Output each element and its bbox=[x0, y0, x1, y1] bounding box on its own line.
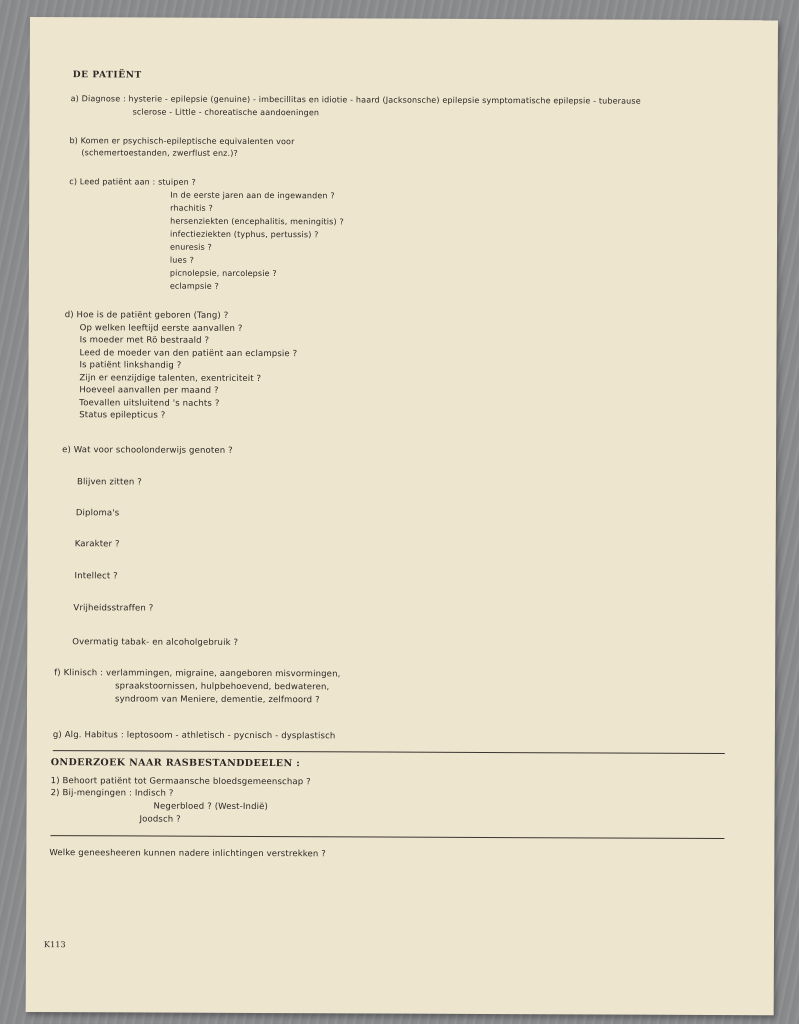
list-item: In de eerste jaren aan de ingewanden ? bbox=[170, 190, 335, 201]
section-c-label: c) Leed patiënt aan : stuipen ? bbox=[69, 177, 196, 187]
list-item: Status epilepticus ? bbox=[79, 410, 166, 421]
list-item: eclampsie ? bbox=[169, 281, 219, 291]
list-item: Diploma's bbox=[75, 508, 120, 519]
form-code: K113 bbox=[43, 940, 66, 950]
habitus-line: g) Alg. Habitus : leptosoom - athletisch - pycnisch - dysplastisch bbox=[52, 730, 336, 742]
list-item: Karakter ? bbox=[74, 539, 120, 550]
list-item: Is moeder met Rö bestraald ? bbox=[79, 335, 210, 346]
diagnose-line-2: sclerose - Little - choreatische aandoeningen bbox=[132, 107, 320, 118]
list-item: rhachitis ? bbox=[170, 203, 213, 213]
footer-question: Welke geneesheeren kunnen nadere inlichtingen verstrekken ? bbox=[49, 848, 326, 860]
list-item: picnolepsie, narcolepsie ? bbox=[169, 268, 277, 279]
form-sheet bbox=[26, 17, 778, 1015]
klinisch-line-3: syndroom van Meniere, dementie, zelfmoord ? bbox=[115, 694, 320, 706]
list-item: Op welken leeftijd eerste aanvallen ? bbox=[79, 323, 243, 334]
equivalenten-line-1: b) Komen er psychisch-epileptische equivalenten voor bbox=[69, 136, 295, 147]
list-item: lues ? bbox=[169, 255, 195, 265]
klinisch-line-2: spraakstoornissen, hulpbehoevend, bedwateren, bbox=[115, 681, 330, 693]
divider bbox=[50, 835, 724, 839]
list-item: Hoeveel aanvallen per maand ? bbox=[79, 385, 219, 396]
list-item: Blijven zitten ? bbox=[76, 477, 142, 488]
onderzoek-q1: 1) Behoort patiënt tot Germaansche bloedsgemeenschap ? bbox=[50, 776, 311, 788]
list-item: Zijn er eenzijdige talenten, exentriciteit ? bbox=[79, 373, 262, 385]
list-item: hersenziekten (encephalitis, meningitis) ? bbox=[170, 216, 344, 227]
onderzoek-heading: ONDERZOEK NAAR RASBESTANDDEELEN : bbox=[50, 757, 301, 770]
list-item: Toevallen uitsluitend 's nachts ? bbox=[79, 398, 220, 409]
section-e-label: e) Wat voor schoolonderwijs genoten ? bbox=[62, 445, 233, 456]
section-d-label: d) Hoe is de patiënt geboren (Tang) ? bbox=[64, 310, 229, 321]
onderzoek-q2b: Negerbloed ? (West-Indië) bbox=[153, 801, 269, 813]
diagnose-line-1: a) Diagnose : hysterie - epilepsie (genuine) - imbecillitas en idiotie - haard (Jacksonsche) epilepsie symptomatische epilepsie - tuberause bbox=[70, 94, 641, 106]
equivalenten-line-2: (schemertoestanden, zwerflust enz.)? bbox=[81, 148, 238, 158]
klinisch-line-1: f) Klinisch : verlammingen, migraine, aangeboren misvormingen, bbox=[54, 668, 341, 680]
list-item: Vrijheidsstraffen ? bbox=[73, 603, 154, 614]
page-title: DE PATIËNT bbox=[72, 70, 142, 81]
onderzoek-q2c: Joodsch ? bbox=[139, 814, 181, 825]
list-item: Overmatig tabak- en alcoholgebruik ? bbox=[72, 637, 239, 648]
list-item: enuresis ? bbox=[169, 242, 212, 252]
list-item: Intellect ? bbox=[74, 571, 118, 582]
onderzoek-q2: 2) Bij-mengingen : Indisch ? bbox=[50, 788, 174, 799]
list-item: infectieziekten (typhus, pertussis) ? bbox=[170, 229, 319, 240]
divider bbox=[53, 750, 725, 754]
list-item: Is patiënt linkshandig ? bbox=[79, 360, 182, 371]
list-item: Leed de moeder van den patiënt aan eclampsie ? bbox=[79, 348, 298, 360]
